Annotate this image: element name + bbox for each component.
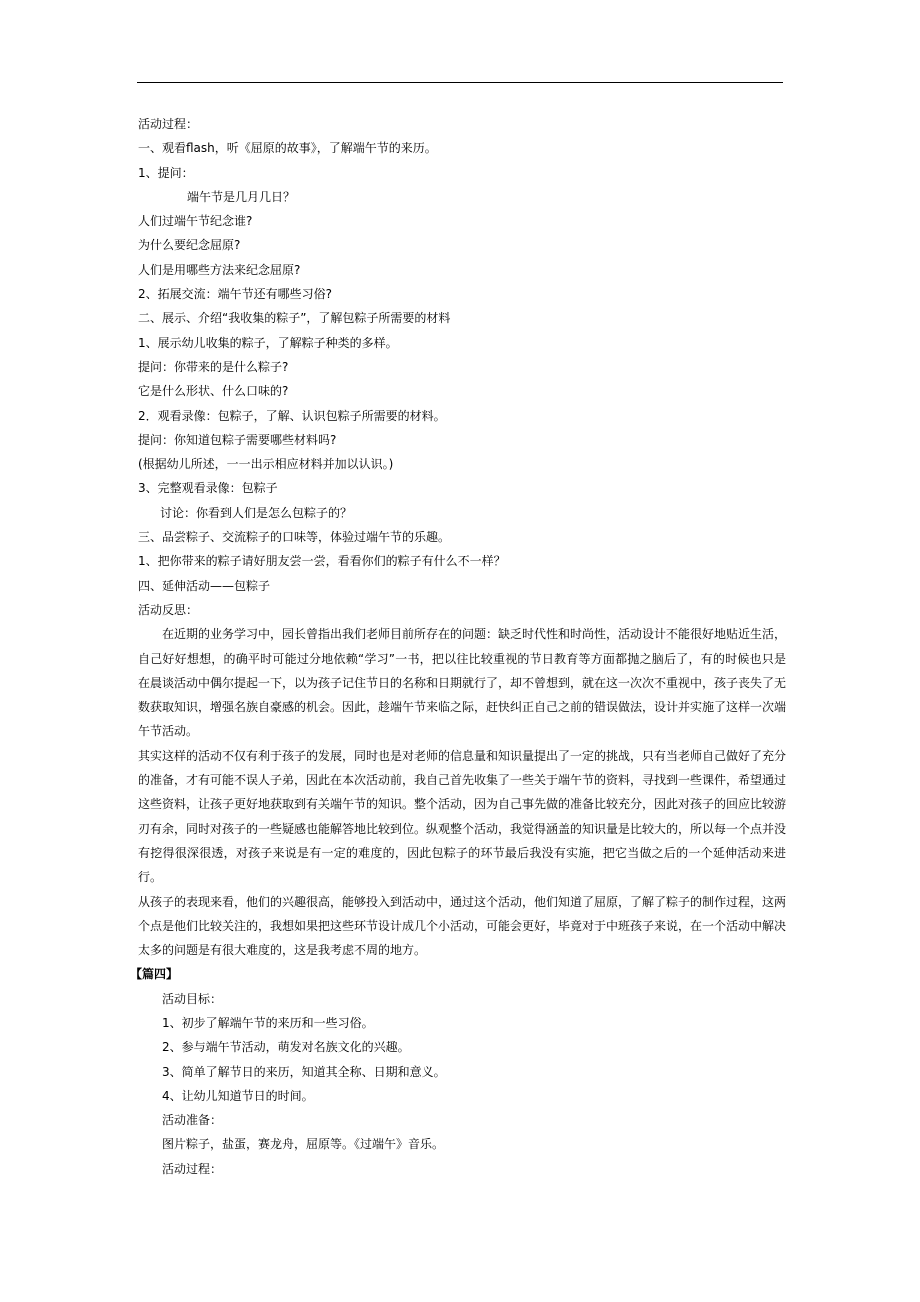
header-rule bbox=[137, 82, 783, 83]
text-line: 提问：你带来的是什么粽子? bbox=[138, 359, 289, 374]
question-line: 人们过端午节纪念谁? bbox=[138, 214, 253, 229]
reflection-heading: 活动反思： bbox=[138, 602, 199, 617]
text-line: 2、拓展交流：端午节还有哪些习俗? bbox=[138, 287, 333, 302]
text-line: 活动目标： bbox=[162, 991, 223, 1006]
section-heading: 三、品尝粽子、交流粽子的口味等，体验过端午节的乐趣。 bbox=[138, 530, 451, 545]
document-body bbox=[130, 112, 787, 1181]
question-line: 人们是用哪些方法来纪念屈原? bbox=[138, 262, 301, 277]
text-line: 活动过程： bbox=[138, 117, 199, 131]
question-line: 端午节是几月几日？ bbox=[187, 189, 296, 204]
text-line: 1、提问： bbox=[138, 165, 194, 180]
discussion-line: 讨论：你看到人们是怎么包粽子的？ bbox=[160, 505, 353, 520]
text-line: 1、把你带来的粽子请好朋友尝一尝，看看你们的粽子有什么不一样？ bbox=[138, 554, 506, 569]
section4-heading: 【篇四】 bbox=[130, 967, 179, 982]
text-line: (根据幼儿所述，一一出示相应材料并加以认识。) bbox=[138, 457, 394, 472]
goal-item: 2、参与端午节活动，萌发对名族文化的兴趣。 bbox=[162, 1040, 410, 1055]
text-line: 一、观看flash，听《屈原的故事》，了解端午节的来历。 bbox=[138, 141, 437, 156]
reflection-paragraph: 其实这样的活动不仅有利于孩子的发展，同时也是对老师的信息量和知识量提出了一定的挑战，只有当老师自己做好了充分的准备，才有可能不误人子弟，因此在本次活动前，我自己首先收集了一些关于端午节的资料，寻找到一些课件，希望通过这些资料，让孩子更好地获取到有关端午节的知识。整个活动，因为自己事先做的准备比较充分，因此对孩子的回应比较游刃有余，同时对孩子的一些疑感也能解答地比较到位。纵观整个活动，我觉得涵盖的知识量是比较大的，所以每一个点并没有挖得很深很透，对孩子来说是有一定的难度的，因此包粽子的环节最后我没有实施，把它当做之后的一个延伸活动来进行。 bbox=[138, 748, 787, 885]
text-line: 活动准备： bbox=[162, 1113, 223, 1128]
section-heading: 四、延伸活动——包粽子 bbox=[138, 578, 271, 593]
text-line: 提问：你知道包粽子需要哪些材料吗? bbox=[138, 432, 337, 447]
reflection-paragraph: 从孩子的表现来看，他们的兴趣很高，能够投入到活动中，通过这个活动，他们知道了屈原，了解了粽子的制作过程，这两个点是他们比较关注的，我想如果把这些环节设计成几个小活动，可能会更好，毕竟对于中班孩子来说，在一个活动中解决太多的问题是有很大难度的，这是我考虑不周的地方。 bbox=[138, 894, 787, 958]
reflection-paragraph: 在近期的业务学习中，园长曾指出我们老师目前所存在的问题：缺乏时代性和时尚性，活动设计不能很好地贴近生活，自己好好想想，的确平时可能过分地依赖“学习”一书，把以往比较重视的节日教育等方面都抛之脑后了，有的时候也只是在晨谈活动中偶尔提起一下，以为孩子记住节日的名称和日期就行了，却不曾想到，就在这一次次不重视中，孩子丧失了无数获取知识，增强名族自豪感的机会。因此，趁端午节来临之际，赶快纠正自己之前的错误做法，设计并实施了这样一次端午节活动。 bbox=[138, 627, 787, 739]
text-line: 1、展示幼儿收集的粽子，了解粽子种类的多样。 bbox=[138, 335, 398, 350]
question-line: 为什么要纪念屈原? bbox=[138, 238, 241, 253]
text-line: 活动过程： bbox=[162, 1161, 223, 1176]
text-line: 3、完整观看录像：包粽子 bbox=[138, 481, 278, 496]
goal-item: 4、让幼儿知道节日的时间。 bbox=[162, 1088, 314, 1103]
text-line: 它是什么形状、什么口味的? bbox=[138, 384, 289, 399]
text-line: 图片粽子，盐蛋，赛龙舟，屈原等。《过端午》音乐。 bbox=[162, 1137, 445, 1152]
goal-item: 1、初步了解端午节的来历和一些习俗。 bbox=[162, 1015, 374, 1030]
section-heading: 二、展示、介绍“我收集的粽子”，了解包粽子所需要的材料 bbox=[138, 311, 451, 326]
goal-item: 3、简单了解节日的来历，知道其全称、日期和意义。 bbox=[162, 1064, 446, 1079]
text-line: 2．观看录像：包粽子，了解、认识包粽子所需要的材料。 bbox=[138, 408, 446, 423]
